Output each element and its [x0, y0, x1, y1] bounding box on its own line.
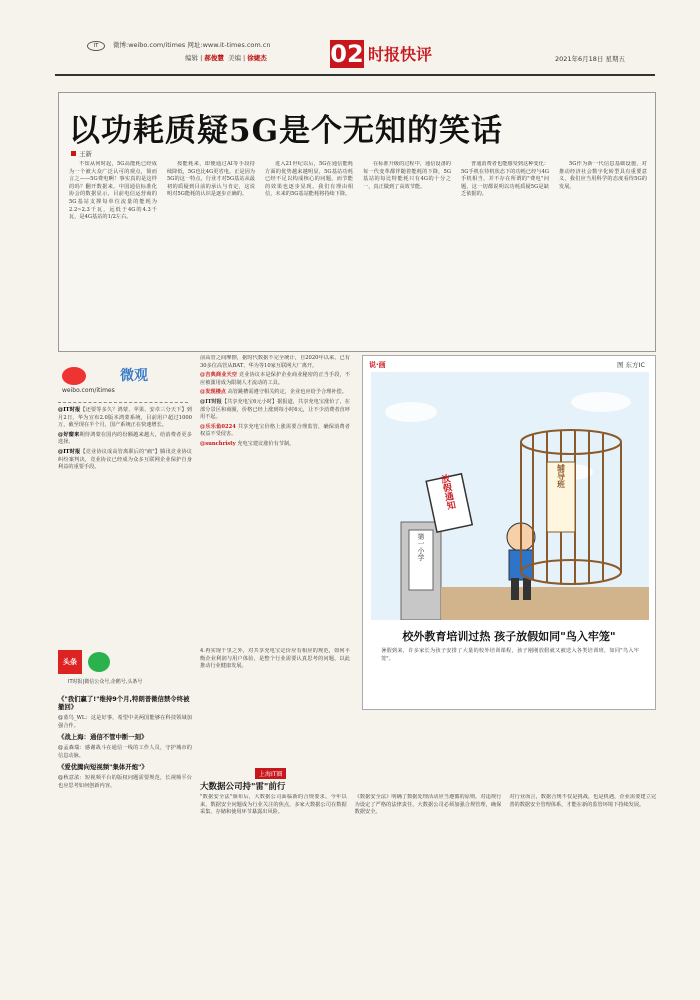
- cage-label: 辅导班: [556, 464, 566, 488]
- designer-label: 美编: [227, 54, 241, 62]
- comment-author: @发现楼点: [200, 389, 226, 396]
- comment: [200, 424, 350, 439]
- toutiao-caption: IT时报|微信公众号,企鹅号,头条号: [68, 679, 143, 685]
- lead-article: [58, 92, 656, 352]
- notice-sign: 放假通知: [438, 473, 456, 511]
- comment-text: @秋意浓：短视频平台的版权问题需要规范，长视频平台也应思考如何创新内容。: [58, 775, 192, 789]
- post-text: 【还要等多久？鸿蒙、苹果、安卓三分天下】到月2日，华为宣布2.0版本鸿蒙系统，目前用户超过1000万，截至现在半个月，国产系统正在快速增长。: [58, 407, 192, 429]
- weibo-header: [58, 365, 188, 403]
- post-text: 期待鸿蒙在国内的份额越来越大，给消费者更多选择。: [58, 431, 192, 446]
- cartoon-caption: 暑假到来，许多家长为孩子安排了大量的校外培训课程，孩子刚刚放假就又被送入各类培训班，如同"鸟入牢笼"。: [381, 648, 639, 662]
- cartoon-title: 校外教育培训过热 孩子放假如同"鸟入牢笼": [402, 630, 616, 643]
- post-text: 【竞业协议成高管离职后的"痛"】腾讯竞业协议纠纷案判决，竞业协议已经成为众多互联网企业保护自身利益的重要手段。: [58, 448, 192, 471]
- editor-label: 编辑: [185, 54, 198, 62]
- cartoon-feature: [362, 355, 656, 710]
- paragraph: 进入21世纪以后，5G在通信能耗方面的优势越来越明显，5G基站功耗已经不足以构成核心的问题，而节能的效果也逐步显现。我们有理由相信，未来的5G基站能耗将持续下降。: [265, 161, 353, 198]
- comment: [200, 372, 350, 387]
- wechat-icon: [88, 652, 110, 672]
- comment-text: 共享充电宝价格上涨需要合理监管，确保消费者权益不受侵害。: [200, 423, 350, 438]
- weibo-column-mark: 微观: [120, 368, 148, 384]
- middle-column-continued: [200, 648, 350, 768]
- comment-heading: 《爱优腾向短视频"集体开炮"》: [58, 763, 148, 772]
- cartoon-svg: [371, 372, 649, 620]
- issue-date: 2021年6月18日 星期五: [554, 55, 625, 63]
- weibo-logo-icon: [62, 367, 86, 385]
- lead-article-body: [69, 161, 647, 347]
- editor-name: 郝俊慧: [204, 54, 224, 62]
- post-author: @IT时报: [58, 407, 81, 413]
- post-author: @IT时报: [58, 448, 81, 455]
- comment-heading: 《战上海：通信不管中断一刻》: [58, 733, 148, 742]
- paragraph: 普通消费者也能感受到这种变化：5G手机在待机状态下的功耗已经与4G手机相当，并不存在所谓的"费电"问题，这一切都说明以功耗质疑5G是缺乏依据的。: [461, 161, 549, 198]
- bottom-article-tag: 上海IT圈: [255, 768, 286, 779]
- weibo-site: weibo.com/itimes: [62, 387, 115, 394]
- comment-author: @sunchristy: [200, 440, 236, 447]
- article-column: [69, 161, 157, 347]
- author-name: 王新: [79, 150, 92, 158]
- paragraph: 在标准升级的过程中，通信设备的每一代变革都伴随着能耗的下降，5G基站的每比特能耗只有4G的十分之一，真正做到了高效节能。: [363, 161, 451, 190]
- comment-text: 高管跳槽需遵守相关约定，企业也应给予合理补偿。: [227, 389, 347, 396]
- comments-column: [58, 692, 192, 992]
- bottom-article-title: 大数据公司持"雷"前行: [200, 782, 286, 792]
- toutiao-logo-icon: 头条: [58, 650, 82, 674]
- article-column: [265, 161, 353, 347]
- it-times-logo-icon: IT: [87, 41, 105, 51]
- comment-text: 竞业协议本是保护企业商业秘密的正当手段，不应被滥用成为限制人才流动的工具。: [200, 372, 350, 386]
- page-header: [55, 40, 655, 74]
- paragraph: 不知从何时起，5G高能耗已经成为一个被大众广泛认可的观点，简而言之——5G费电啊！事实真的是这样的吗？翻开数据来，中国通信标准化协会的数据显示，目前电信运营商的5G基站支撑每单位流量的能耗为2.2~2.3千瓦，远低于4G的4.3千瓦，是4G基站的1/2左右。: [69, 161, 157, 221]
- article-column: 对行业而言，数据合规不仅是挑战，也是机遇，企业需要建立完善的数据安全管理体系，才能在新的监管环境下持续发展。: [509, 794, 657, 808]
- comment-author: @乐乐鱼0224: [200, 423, 236, 430]
- weibo-post: [58, 407, 192, 430]
- header-credits: 编辑 | 郝俊慧 美编 | 徐婕杰: [185, 54, 267, 62]
- middle-column: [200, 355, 350, 645]
- article-column: [559, 161, 647, 347]
- comment-heading: 《"我们赢了!"维持9个月,特朗普微信禁令终被撤回》: [58, 695, 190, 711]
- comment-text: 充电宝建议涨价有节制。: [237, 440, 295, 447]
- paragraph: 按能耗来，即便通过AI等手段持续降低，5G也比4G更省电。正是因为5G的这一特点，行业才对5G基站从最初的质疑到目前的承认与肯定，这说明对5G能耗的认识是逐步正确的。: [167, 161, 255, 198]
- section-title: 时报快评: [368, 45, 433, 64]
- paragraph: 前高管之间摩擦，据时代数据不完全统计，自2020年以来，已有30多位高管从BAT、华为等10家互联网大厂离开。: [200, 355, 350, 369]
- toutiao-strip: [58, 650, 192, 692]
- post-author: @好窗来: [58, 431, 80, 438]
- designer-name: 徐婕杰: [247, 54, 267, 62]
- byline-marker-icon: [71, 151, 76, 156]
- article-column: "数据安全法"颁布后，大数据公司面临新的合规要求。今年以来，数据安全问题成为行业关注的焦点，多家大数据公司在数据采集、存储和使用环节暴露出风险。: [200, 794, 347, 816]
- comment-author: @吉典商业天空: [200, 372, 238, 379]
- comment: [200, 399, 350, 422]
- header-contact: 微博:weibo.com/itimes 网址:www.it-times.com.cn: [113, 41, 271, 49]
- article-column: [363, 161, 451, 347]
- comment-author: @IT时报: [200, 398, 222, 405]
- page-number: 02: [330, 40, 364, 68]
- bottom-article: [200, 768, 656, 994]
- article-column: [461, 161, 549, 347]
- comment-text: @蓝鸟_WL：这是好事，希望中美两国能够在科技领域加强合作。: [58, 715, 192, 729]
- cartoon-illustration: [371, 372, 649, 620]
- weibo-column: [58, 365, 192, 645]
- weibo-post: [58, 432, 192, 447]
- cartoon-credit: 图 东方IC: [616, 361, 645, 369]
- header-divider: [55, 74, 655, 76]
- weibo-post: [58, 449, 192, 472]
- comment: [200, 389, 350, 397]
- comment: [200, 441, 350, 449]
- paragraph: 4.再实现千里之外，对共享充电宝定价应有相应的规范，如何平衡企业利润与用户体验，是整个行业需要认真思考的问题，以此推动行业健康发展。: [200, 648, 350, 670]
- paragraph: 5G作为新一代信息基础设施，对推动经济社会数字化转型具有重要意义，我们应当用科学的态度看待5G的发展。: [559, 161, 647, 190]
- lead-article-byline: [71, 149, 92, 158]
- building-sign: 第一小学: [417, 533, 425, 561]
- cartoon-section-label: 说·画: [369, 361, 386, 369]
- weibo-posts: [58, 407, 192, 472]
- article-column: [167, 161, 255, 347]
- article-column: 《数据安全法》明确了数据处理活动应当遵循的原则，对违规行为设定了严格的法律责任，大数据公司必须加强合规管理，确保数据安全。: [354, 794, 502, 816]
- comment-text: @孟森瑞：感谢战斗在通信一线的工作人员，守护城市的信息动脉。: [58, 745, 192, 759]
- lead-article-title: 以功耗质疑5G是个无知的笑话: [69, 113, 504, 149]
- bottom-article-body: [200, 794, 656, 994]
- comment-text: 【共享充电宝6元小时】据报道，共享充电宝涨价了，在部分景区和商圈，价格已经上涨到每小时6元，让不少消费者直呼用不起。: [200, 398, 350, 421]
